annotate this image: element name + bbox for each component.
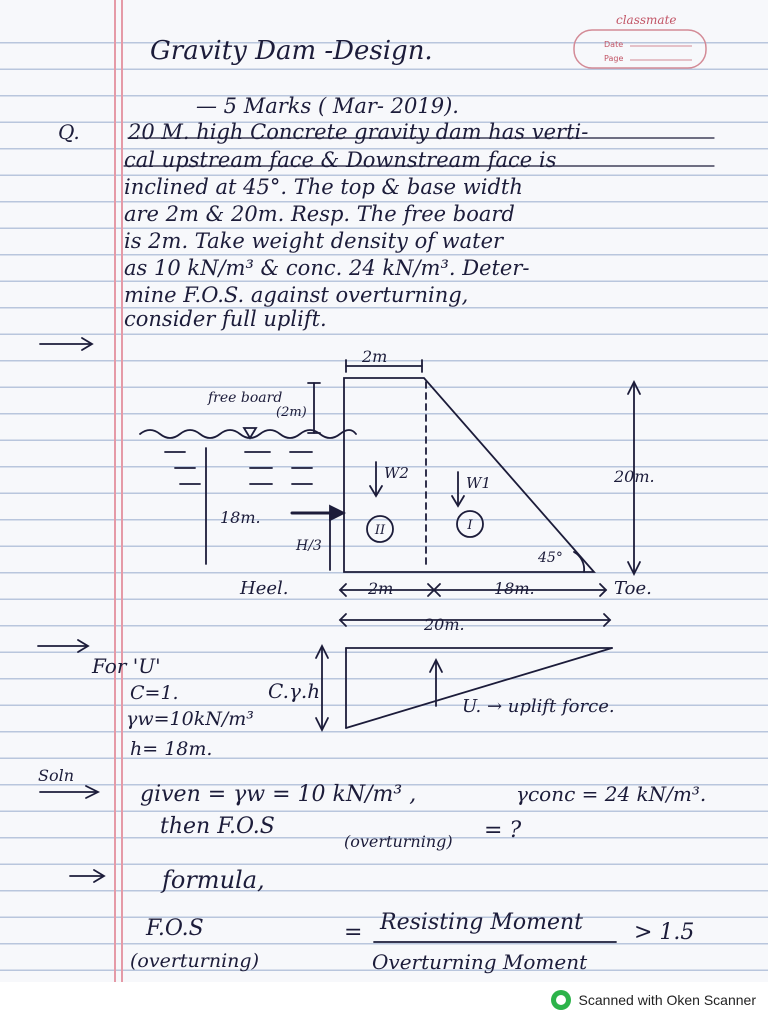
label-uplift-force: U. → uplift force. — [462, 696, 615, 717]
label-section-2: II — [374, 523, 386, 538]
question-line: 20 M. high Concrete gravity dam has verti- — [128, 120, 589, 144]
uplift-h: h= 18m. — [130, 738, 213, 760]
question-line: mine F.O.S. against overturning, — [124, 283, 469, 307]
label-cgh: C.γ.h — [268, 679, 321, 703]
label-seg-toe: 18m. — [494, 579, 535, 598]
question-line: as 10 kN/m³ & conc. 24 kN/m³. Deter- — [124, 256, 530, 280]
uplift-heading: For 'U' — [92, 654, 161, 678]
label-h-by-3: H/3 — [296, 538, 322, 554]
solution-gamma-conc: γconc = 24 kN/m³. — [516, 782, 707, 806]
label-toe: Toe. — [614, 578, 652, 599]
solution-then: then F.O.S — [160, 814, 275, 839]
solution-numerator: Resisting Moment — [380, 910, 583, 935]
scan-brand — [551, 990, 756, 1010]
marks-line: — 5 Marks ( Mar- 2019). — [196, 94, 459, 118]
question-line: cal upstream face & Downstream face is — [124, 148, 557, 172]
solution-equals-q: = ? — [484, 818, 522, 843]
label-section-1: I — [467, 518, 473, 533]
uplift-c: C=1. — [130, 682, 179, 704]
label-free-board: free board — [208, 390, 283, 406]
solution-fos: F.O.S — [146, 916, 204, 941]
label-water-depth: 18m. — [220, 508, 261, 527]
solution-fos-sub: (overturning) — [130, 950, 259, 972]
label-w2: W2 — [384, 464, 409, 482]
scan-text: Scanned with Oken Scanner — [578, 992, 756, 1008]
question-line: inclined at 45°. The top & base width — [124, 175, 523, 199]
label-heel: Heel. — [240, 578, 289, 599]
label-free-board-value: (2m) — [276, 405, 307, 420]
solution-equals: = — [344, 920, 363, 945]
label-base-width: 20m. — [424, 615, 465, 634]
uplift-gamma-w: γw=10kN/m³ — [126, 708, 254, 730]
question-line: are 2m & 20m. Resp. The free board — [124, 202, 515, 226]
question-line: is 2m. Take weight density of water — [124, 229, 504, 253]
stamp-page-label: Page — [604, 54, 624, 63]
solution-given: given = γw = 10 kN/m³ , — [140, 782, 417, 807]
stamp-brand: classmate — [616, 13, 677, 27]
solution-label: Soln — [38, 766, 75, 785]
label-angle: 45° — [538, 550, 563, 566]
question-number: Q. — [58, 120, 80, 144]
solution-gt: > 1.5 — [634, 920, 695, 945]
label-dam-height: 20m. — [614, 467, 655, 486]
question-line: consider full uplift. — [124, 307, 327, 331]
solution-formula: formula, — [162, 866, 265, 894]
oken-logo-icon — [551, 990, 571, 1010]
solution-denominator: Overturning Moment — [372, 950, 588, 974]
label-w1: W1 — [466, 474, 491, 492]
page-title: Gravity Dam -Design. — [150, 36, 433, 66]
solution-overturning-sub: (overturning) — [344, 832, 453, 851]
label-seg-heel: 2m — [368, 579, 394, 598]
stamp-date-label: Date — [604, 40, 624, 49]
label-top-width: 2m — [362, 347, 388, 366]
